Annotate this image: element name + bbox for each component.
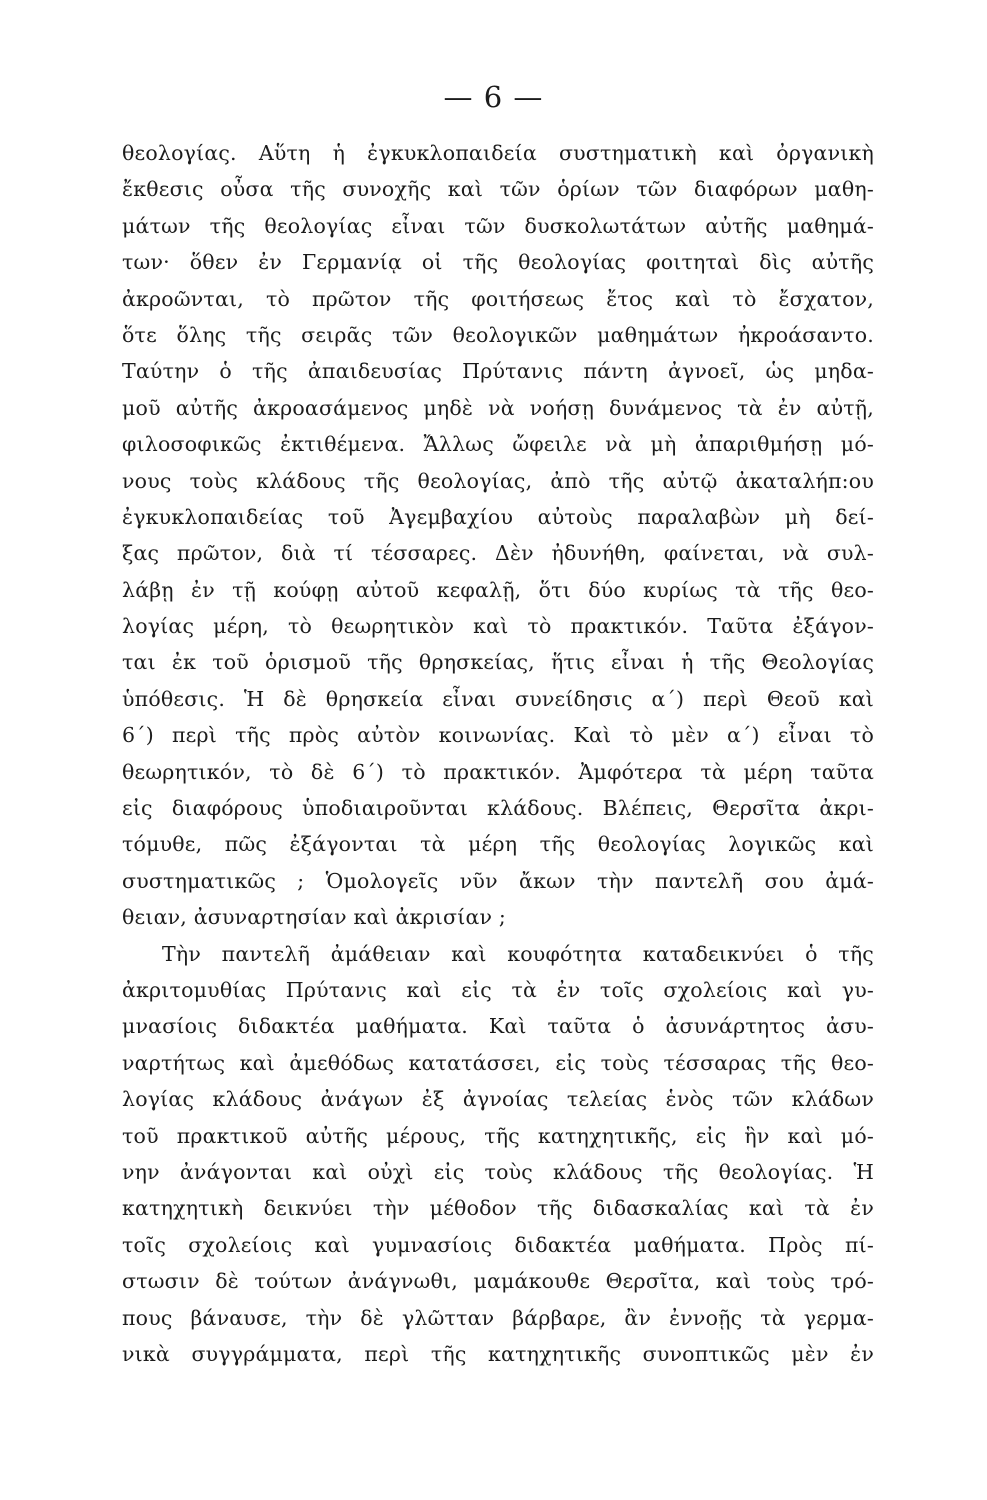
text-line: φιλοσοφικῶς ἐκτιθέμενα. Ἄλλως ὤφειλε νὰ μὴ ἀπαριθμήσῃ μό-	[122, 432, 874, 457]
text-line: ἀκροῶνται, τὸ πρῶτον τῆς φοιτήσεως ἔτος καὶ τὸ ἔσχατον,	[122, 286, 874, 311]
text-line: κατηχητικὴ δεικνύει τὴν μέθοδον τῆς διδασκαλίας καὶ τὰ ἐν	[122, 1196, 874, 1221]
text-line: τοῖς σχολείοις καὶ γυμνασίοις διδακτέα μαθήματα. Πρὸς πί-	[122, 1232, 874, 1257]
text-line: μνασίοις διδακτέα μαθήματα. Καὶ ταῦτα ὁ ἀσυνάρτητος ἀσυ-	[122, 1014, 874, 1039]
text-line: μάτων τῆς θεολογίας εἶναι τῶν δυσκολωτάτων αὐτῆς μαθημά-	[122, 213, 874, 238]
text-line: ὑπόθεσις. Ἡ δὲ θρησκεία εἶναι συνείδησις α΄) περὶ Θεοῦ καὶ	[122, 686, 874, 711]
text-line-paragraph-end: θειαν, ἀσυναρτησίαν καὶ ἀκρισίαν ;	[122, 905, 506, 930]
text-line: ναρτήτως καὶ ἀμεθόδως κατατάσσει, εἰς τοὺς τέσσαρας τῆς θεο-	[122, 1050, 874, 1075]
text-line: νικὰ συγγράμματα, περὶ τῆς κατηχητικῆς συνοπτικῶς μὲν ἐν	[122, 1341, 874, 1366]
body-text	[122, 135, 874, 1372]
text-line: Ταύτην ὁ τῆς ἀπαιδευσίας Πρύτανις πάντη ἀγνοεῖ, ὡς μηδα-	[122, 359, 874, 384]
text-line-paragraph-start: Τὴν παντελῆ ἀμάθειαν καὶ κουφότητα καταδεικνύει ὁ τῆς	[162, 941, 874, 966]
text-line: ξας πρῶτον, διὰ τί τέσσαρες. Δὲν ἠδυνήθη, φαίνεται, νὰ συλ-	[122, 541, 874, 566]
text-line: λογίας κλάδους ἀνάγων ἐξ ἀγνοίας τελείας ἑνὸς τῶν κλάδων	[122, 1087, 874, 1112]
text-line: ἔκθεσις οὖσα τῆς συνοχῆς καὶ τῶν ὁρίων τῶν διαφόρων μαθη-	[122, 177, 874, 202]
text-line: ἀκριτομυθίας Πρύτανις καὶ εἰς τὰ ἐν τοῖς σχολείοις καὶ γυ-	[122, 977, 874, 1002]
text-line: λάβῃ ἐν τῇ κούφῃ αὐτοῦ κεφαλῇ, ὅτι δύο κυρίως τὰ τῆς θεο-	[122, 577, 874, 602]
text-line: πους βάναυσε, τὴν δὲ γλῶτταν βάρβαρε, ἂν ἐννοῇς τὰ γερμα-	[122, 1305, 874, 1330]
text-line: λογίας μέρη, τὸ θεωρητικὸν καὶ τὸ πρακτικόν. Ταῦτα ἐξάγον-	[122, 614, 874, 639]
text-line: των· ὅθεν ἐν Γερμανίᾳ οἱ τῆς θεολογίας φοιτηταὶ δὶς αὐτῆς	[122, 250, 874, 275]
text-line: 6΄) περὶ τῆς πρὸς αὐτὸν κοινωνίας. Καὶ τὸ μὲν α΄) εἶναι τὸ	[122, 723, 874, 748]
text-line: τοῦ πρακτικοῦ αὐτῆς μέρους, τῆς κατηχητικῆς, εἰς ἣν καὶ μό-	[122, 1123, 874, 1148]
text-line: ὅτε ὅλης τῆς σειρᾶς τῶν θεολογικῶν μαθημάτων ἠκροάσαντο.	[122, 322, 874, 347]
text-line: συστηματικῶς ; Ὁμολογεῖς νῦν ἄκων τὴν παντελῆ σου ἀμά-	[122, 868, 874, 893]
text-line: μοῦ αὐτῆς ἀκροασάμενος μηδὲ νὰ νοήσῃ δυνάμενος τὰ ἐν αὐτῇ,	[122, 395, 874, 420]
text-line: θεωρητικόν, τὸ δὲ 6΄) τὸ πρακτικόν. Ἀμφότερα τὰ μέρη ταῦτα	[122, 759, 874, 784]
text-line: εἰς διαφόρους ὑποδιαιροῦνται κλάδους. Βλέπεις, Θερσῖτα ἀκρι-	[122, 796, 874, 821]
text-line: θεολογίας. Αὕτη ἡ ἐγκυκλοπαιδεία συστηματικὴ καὶ ὀργανικὴ	[122, 141, 874, 165]
text-line: τόμυθε, πῶς ἐξάγονται τὰ μέρη τῆς θεολογίας λογικῶς καὶ	[122, 832, 874, 857]
text-line: νην ἀνάγονται καὶ οὐχὶ εἰς τοὺς κλάδους τῆς θεολογίας. Ἡ	[122, 1159, 874, 1184]
page-number: — 6 —	[443, 80, 544, 114]
text-line: νους τοὺς κλάδους τῆς θεολογίας, ἀπὸ τῆς αὐτῷ ἀκαταλήπ:ου	[122, 468, 874, 493]
text-line: στωσιν δὲ τούτων ἀνάγνωθι, μαμάκουθε Θερσῖτα, καὶ τοὺς τρό-	[122, 1269, 874, 1294]
text-line: ται ἐκ τοῦ ὁρισμοῦ τῆς θρησκείας, ἥτις εἶναι ἡ τῆς Θεολογίας	[122, 650, 874, 675]
text-line: ἐγκυκλοπαιδείας τοῦ Ἀγεμβαχίου αὐτοὺς παραλαβὼν μὴ δεί-	[122, 504, 874, 529]
